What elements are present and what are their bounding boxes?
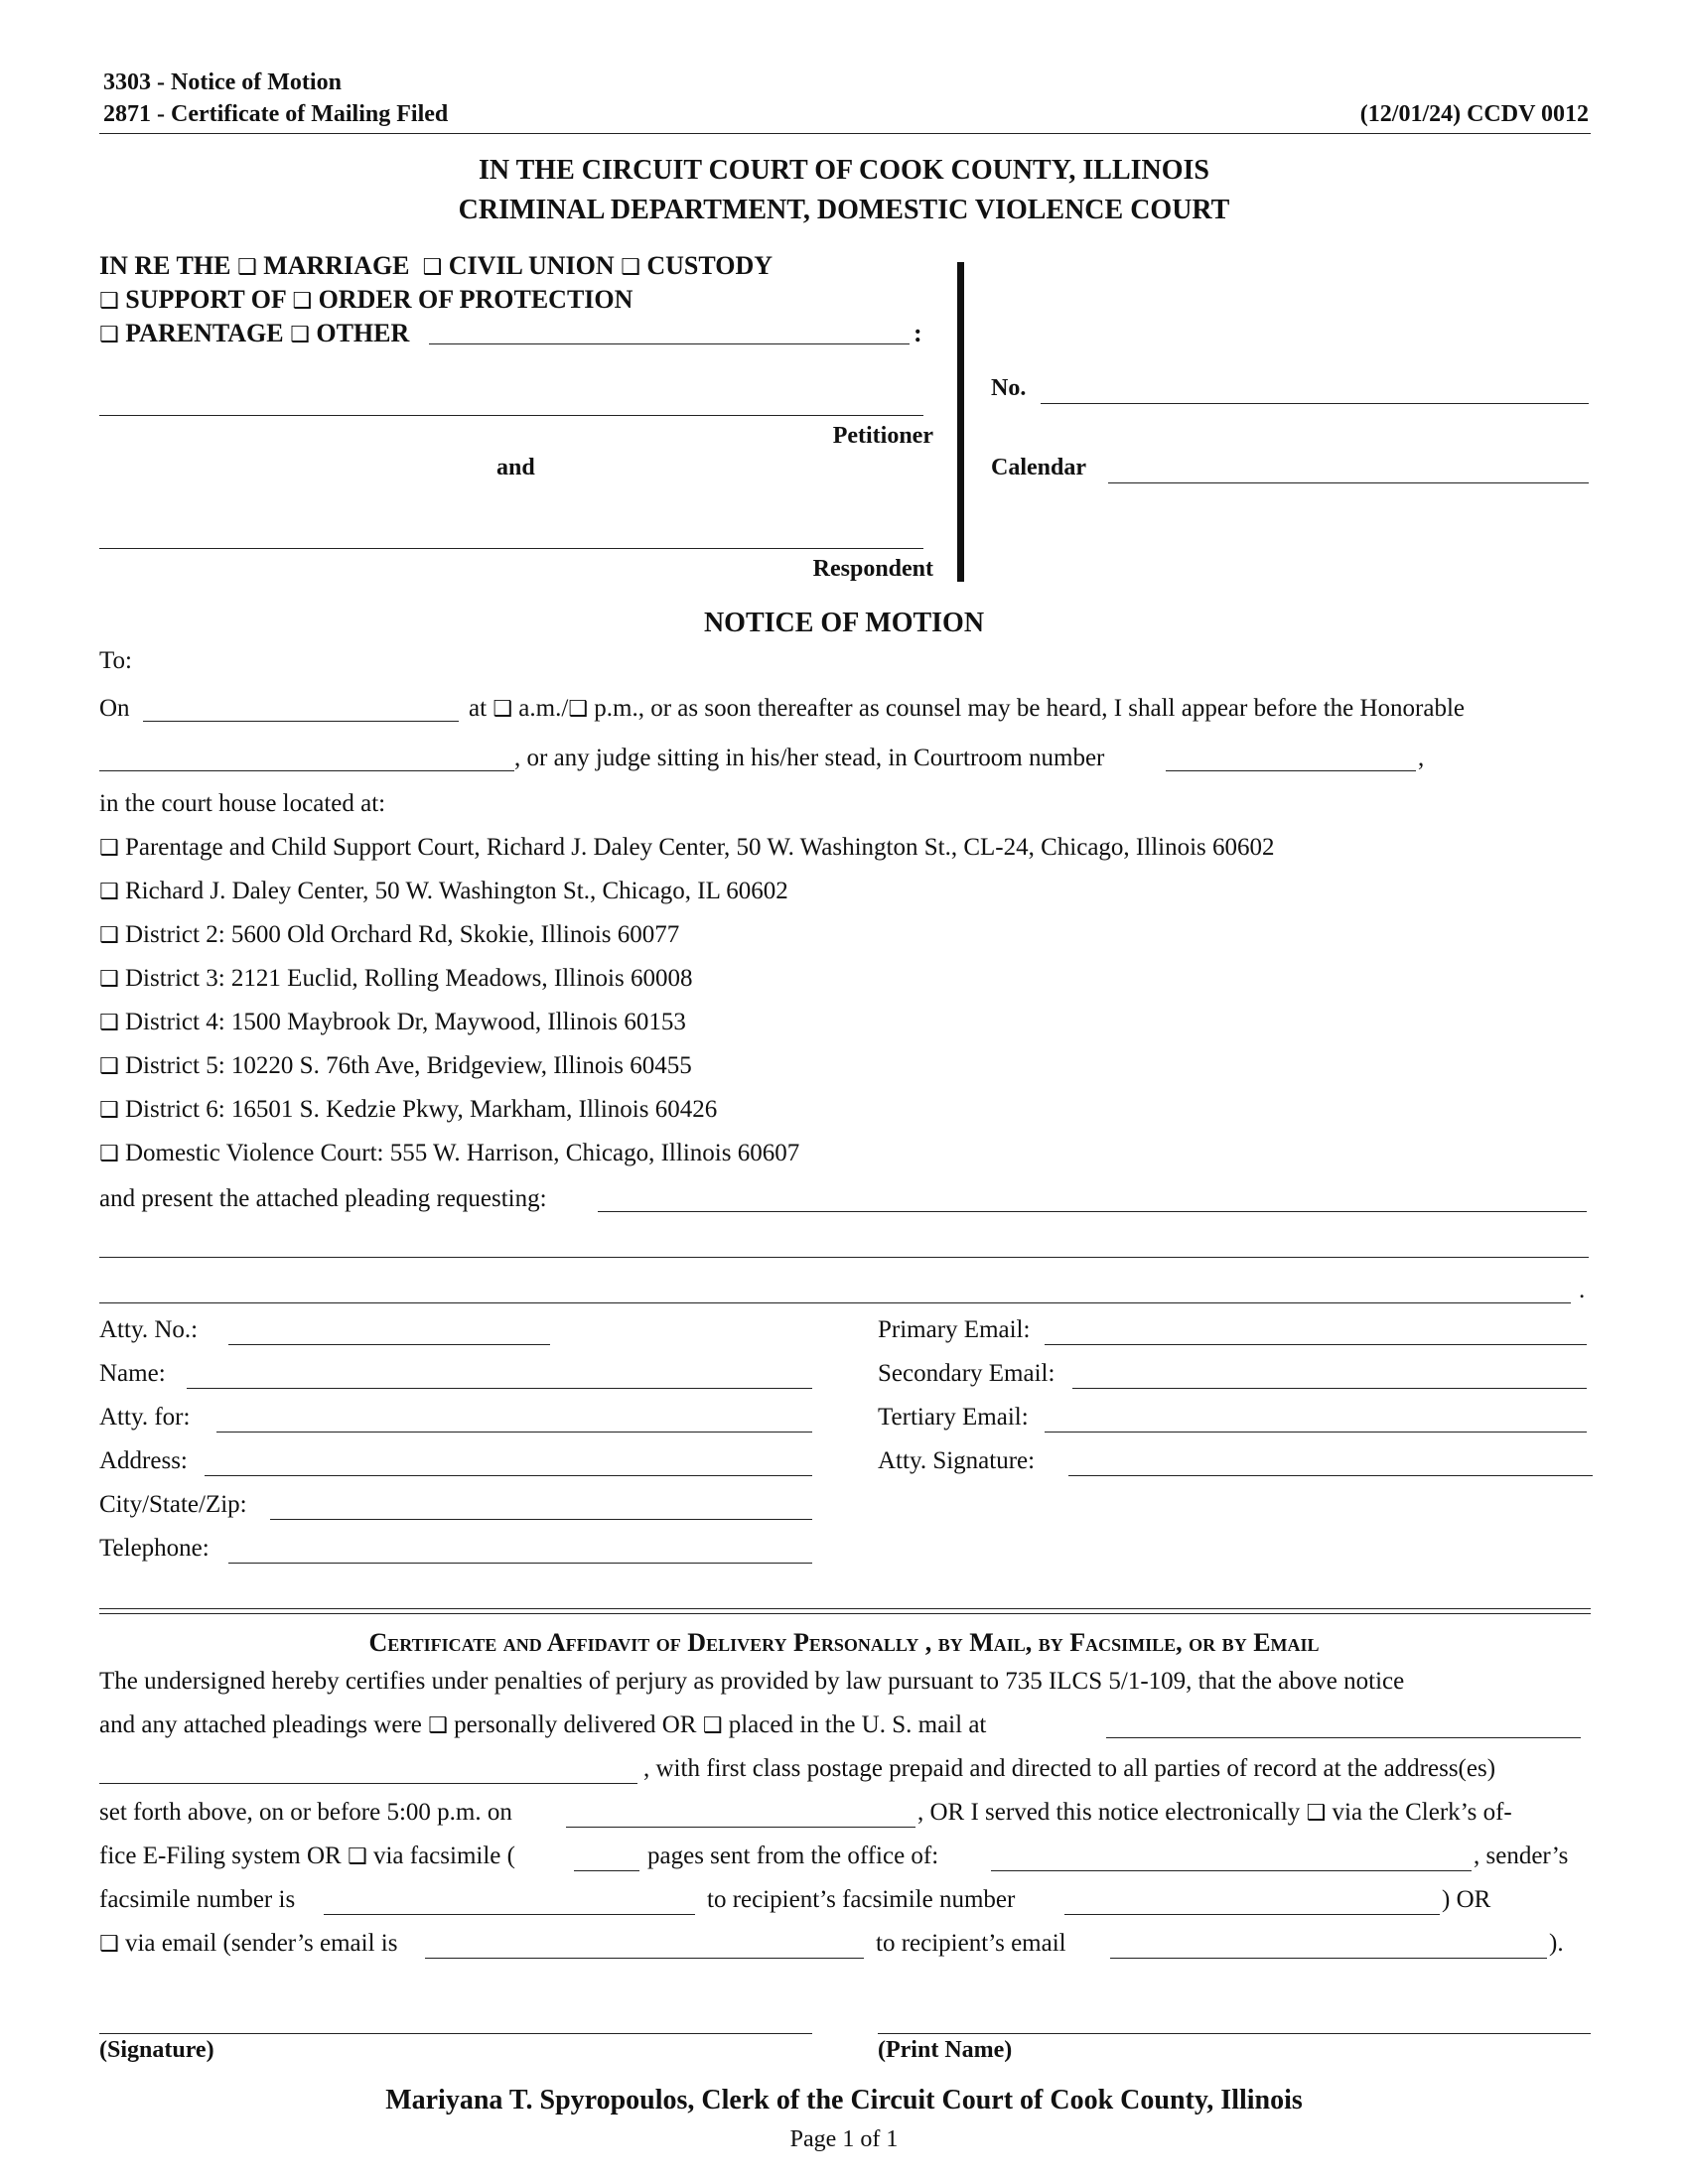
location-checkbox[interactable]: ❑ [99, 1054, 119, 1079]
facsimile-checkbox[interactable]: ❑ [347, 1844, 367, 1869]
sender-fax-field[interactable] [324, 1914, 695, 1915]
e-filing-checkbox[interactable]: ❑ [1306, 1801, 1327, 1826]
pleading-request-line-2[interactable] [99, 1257, 1589, 1258]
telephone-field[interactable] [228, 1563, 812, 1564]
courtroom-number-field[interactable] [1166, 770, 1416, 771]
parentage-label: PARENTAGE [125, 319, 284, 347]
name-label: Name: [99, 1360, 166, 1387]
court-house-label: in the court house located at: [99, 790, 386, 817]
case-type-line-3 [99, 319, 409, 348]
location-checkbox[interactable]: ❑ [99, 923, 119, 948]
facsimile-line [99, 1843, 515, 1870]
court-department: CRIMINAL DEPARTMENT, DOMESTIC VIOLENCE COURT [458, 195, 1230, 225]
petitioner-name-field[interactable] [99, 415, 923, 416]
secondary-email-field[interactable] [1072, 1388, 1587, 1389]
in-re-label: IN RE THE [99, 251, 231, 280]
pm-checkbox[interactable]: ❑ [568, 697, 589, 722]
location-label: District 4: 1500 Maybrook Dr, Maywood, Illinois 60153 [124, 1009, 686, 1035]
atty-signature-field[interactable] [1068, 1475, 1593, 1476]
page-number: Page 1 of 1 [789, 2126, 899, 2152]
location-label: Domestic Violence Court: 555 W. Harrison, Chicago, Illinois 60607 [124, 1140, 800, 1166]
pleadings-were-text: and any attached pleadings were [99, 1711, 422, 1738]
petitioner-label: Petitioner [832, 423, 933, 449]
location-label: District 2: 5600 Old Orchard Rd, Skokie, Illinois 60077 [124, 921, 680, 948]
location-option[interactable] [99, 921, 679, 949]
am-label: a.m./ [518, 695, 569, 722]
certificate-line-1: The undersigned hereby certifies under penalties of perjury as provided by law pursuant to 735 ILCS 5/1-109, that the above notice [99, 1668, 1405, 1695]
marriage-label: MARRIAGE [263, 251, 410, 280]
atty-for-field[interactable] [216, 1432, 812, 1433]
pleading-request-field[interactable] [598, 1211, 1587, 1212]
on-or-before-text: set forth above, on or before 5:00 p.m. on [99, 1799, 512, 1826]
clerks-office-text: via the Clerk’s of- [1332, 1799, 1512, 1826]
recipient-email-field[interactable] [1110, 1958, 1547, 1959]
fax-or-text: ) OR [1442, 1886, 1491, 1913]
pm-honorable-text: p.m., or as soon thereafter as counsel may be heard, I shall appear before the Honorable [594, 695, 1465, 722]
certificate-title: Certificate and Affidavit of Delivery Personally , by Mail, by Facsimile, or by Email [368, 1628, 1320, 1657]
pages-sent-text: pages sent from the office of: [647, 1843, 939, 1869]
respondent-label: Respondent [812, 556, 933, 582]
name-field[interactable] [187, 1388, 812, 1389]
certificate-line-2 [99, 1711, 986, 1739]
certificate-line-3: , with first class postage prepaid and directed to all parties of record at the address(es) [643, 1755, 1496, 1782]
sender-email-label: via email (sender’s email is [124, 1930, 398, 1957]
form-number-notice: 3303 - Notice of Motion [103, 69, 342, 95]
location-option[interactable] [99, 1009, 686, 1036]
judge-stead-text: , or any judge sitting in his/her stead, in Courtroom number [514, 745, 1105, 771]
pleading-request-line-3[interactable] [99, 1302, 1571, 1303]
location-option[interactable] [99, 878, 788, 905]
print-name-label: (Print Name) [878, 2037, 1013, 2063]
atty-signature-label: Atty. Signature: [878, 1447, 1036, 1474]
location-checkbox[interactable]: ❑ [99, 1142, 119, 1166]
hearing-date-field[interactable] [143, 721, 459, 722]
location-checkbox[interactable]: ❑ [99, 1011, 119, 1035]
location-checkbox[interactable]: ❑ [99, 967, 119, 992]
location-label: Parentage and Child Support Court, Richard J. Daley Center, 50 W. Washington St., CL-24, Chicago, Illinois 60602 [124, 834, 1275, 861]
tertiary-email-field[interactable] [1045, 1432, 1587, 1433]
mailing-location-field[interactable] [1106, 1737, 1581, 1738]
email-checkbox[interactable]: ❑ [99, 1932, 119, 1957]
location-option[interactable] [99, 1140, 799, 1167]
location-option[interactable] [99, 1096, 717, 1124]
atty-for-label: Atty. for: [99, 1404, 191, 1431]
primary-email-field[interactable] [1045, 1344, 1587, 1345]
mailing-date-field[interactable] [566, 1827, 915, 1828]
location-option[interactable] [99, 965, 692, 993]
notice-title: NOTICE OF MOTION [703, 608, 985, 638]
address-field[interactable] [205, 1475, 812, 1476]
form-number-certificate: 2871 - Certificate of Mailing Filed [103, 101, 449, 127]
respondent-name-field[interactable] [99, 548, 923, 549]
location-checkbox[interactable]: ❑ [99, 880, 119, 904]
telephone-label: Telephone: [99, 1535, 210, 1562]
calendar-field[interactable] [1108, 482, 1589, 483]
primary-email-label: Primary Email: [878, 1316, 1031, 1343]
other-checkbox[interactable]: ❑ [290, 323, 310, 347]
location-checkbox[interactable]: ❑ [99, 1098, 119, 1123]
other-label: OTHER [316, 319, 410, 347]
caption-divider [957, 262, 964, 582]
civil-union-checkbox[interactable]: ❑ [422, 255, 443, 280]
pleading-period: . [1579, 1277, 1586, 1303]
atty-no-field[interactable] [228, 1344, 550, 1345]
print-name-field[interactable] [878, 2033, 1591, 2034]
to-label: To: [99, 647, 132, 674]
order-of-protection-checkbox[interactable]: ❑ [292, 289, 313, 314]
secondary-email-label: Secondary Email: [878, 1360, 1055, 1387]
header-divider [99, 133, 1591, 134]
case-type-line-2 [99, 285, 633, 315]
recipient-email-label: to recipient’s email [876, 1930, 1066, 1957]
signature-label: (Signature) [99, 2037, 214, 2063]
recipient-fax-field[interactable] [1064, 1914, 1440, 1915]
email-close-text: ). [1549, 1930, 1564, 1957]
section-divider-bottom [99, 1613, 1591, 1614]
tertiary-email-label: Tertiary Email: [878, 1404, 1029, 1431]
address-label: Address: [99, 1447, 188, 1474]
and-label: and [496, 455, 535, 480]
senders-text: , sender’s [1474, 1843, 1569, 1869]
personally-delivered-checkbox[interactable]: ❑ [428, 1713, 448, 1738]
location-label: District 3: 2121 Euclid, Rolling Meadows, Illinois 60008 [124, 965, 693, 992]
custody-checkbox[interactable]: ❑ [621, 255, 640, 280]
support-of-label: SUPPORT OF [125, 285, 286, 314]
mailing-address-field[interactable] [99, 1783, 637, 1784]
court-name: IN THE CIRCUIT COURT OF COOK COUNTY, ILLINOIS [479, 155, 1209, 186]
clerk-name: Mariyana T. Spyropoulos, Clerk of the Circuit Court of Cook County, Illinois [385, 2085, 1303, 2116]
form-code: (12/01/24) CCDV 0012 [1359, 101, 1589, 127]
on-label: On [99, 695, 130, 722]
location-checkbox[interactable]: ❑ [99, 836, 119, 861]
recipient-fax-label: to recipient’s facsimile number [707, 1886, 1016, 1913]
served-electronically-text: , OR I served this notice electronically [917, 1799, 1301, 1826]
custody-label: CUSTODY [646, 251, 774, 280]
personally-delivered-label: personally delivered OR [454, 1711, 697, 1738]
marriage-checkbox[interactable]: ❑ [236, 255, 257, 280]
caption-colon: : [914, 319, 922, 347]
us-mail-checkbox[interactable]: ❑ [702, 1713, 723, 1738]
city-state-zip-field[interactable] [270, 1519, 812, 1520]
location-label: District 5: 10220 S. 76th Ave, Bridgeview, Illinois 60455 [124, 1052, 692, 1079]
judge-name-field[interactable] [99, 770, 514, 771]
location-option[interactable] [99, 1052, 692, 1080]
e-filing-system-text: fice E-Filing system OR [99, 1843, 342, 1869]
signature-field[interactable] [99, 2033, 812, 2034]
email-line [99, 1930, 397, 1958]
support-of-checkbox[interactable]: ❑ [99, 289, 119, 314]
served-electronically-line [917, 1799, 1512, 1827]
section-divider-top [99, 1608, 1591, 1609]
parentage-checkbox[interactable]: ❑ [99, 323, 119, 347]
city-state-zip-label: City/State/Zip: [99, 1491, 247, 1518]
am-checkbox[interactable]: ❑ [492, 697, 513, 722]
courtroom-comma: , [1418, 745, 1425, 771]
via-facsimile-text: via facsimile ( [372, 1843, 515, 1869]
case-number-label: No. [991, 375, 1027, 401]
pages-sent-field[interactable] [574, 1870, 639, 1871]
case-type-line-1 [99, 251, 773, 281]
atty-no-label: Atty. No.: [99, 1316, 199, 1343]
location-label: Richard J. Daley Center, 50 W. Washington St., Chicago, IL 60602 [124, 878, 788, 904]
us-mail-label: placed in the U. S. mail at [728, 1711, 987, 1738]
hearing-time-line [469, 695, 1465, 723]
civil-union-label: CIVIL UNION [448, 251, 615, 280]
order-of-protection-label: ORDER OF PROTECTION [318, 285, 633, 314]
pleading-request-label: and present the attached pleading requesting: [99, 1185, 547, 1212]
sender-email-field[interactable] [425, 1958, 864, 1959]
location-option[interactable] [99, 834, 1275, 862]
sender-fax-label: facsimile number is [99, 1886, 296, 1913]
other-case-type-field[interactable] [429, 343, 910, 344]
location-label: District 6: 16501 S. Kedzie Pkwy, Markham, Illinois 60426 [124, 1096, 718, 1123]
calendar-label: Calendar [991, 455, 1086, 480]
at-label: at [469, 695, 488, 722]
case-number-field[interactable] [1041, 403, 1589, 404]
sending-office-field[interactable] [991, 1870, 1472, 1871]
